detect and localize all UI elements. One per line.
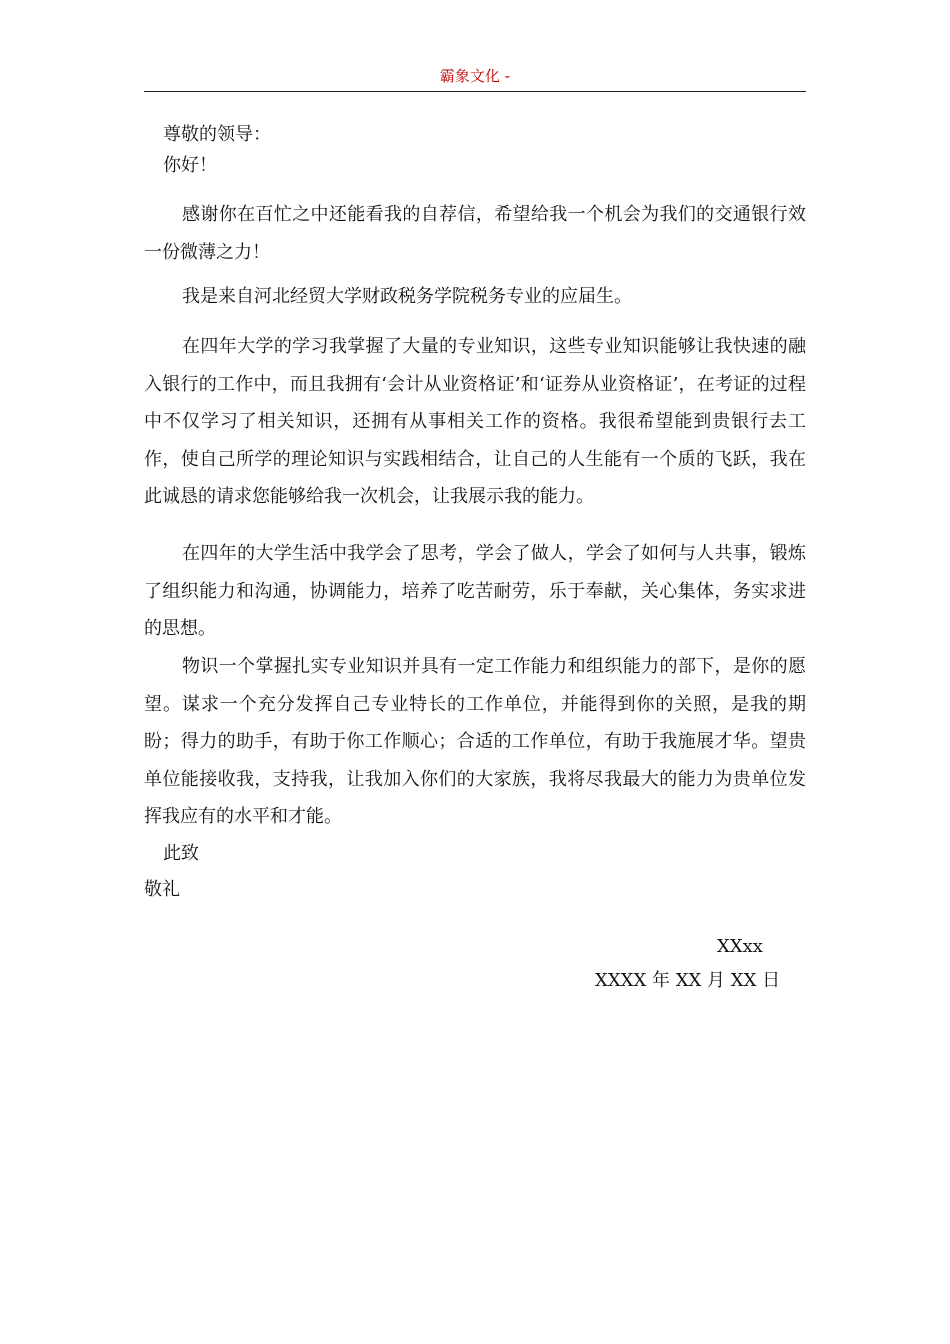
paragraph-3: 在四年大学的学习我掌握了大量的专业知识，这些专业知识能够让我快速的融入银行的工作中，而且我拥有‘会计从业资格证’和‘证券从业资格证’，在考证的过程中不仅学习了相关知识，还拥有从事相关工作的资格。我很希望能到贵银行去工作，使自己所学的理论知识与实践相结合，让自己的人生能有一个质的飞跃，我在此诚恳的请求您能够给我一次机会，让我展示我的能力。 — [144, 336, 806, 507]
paragraph-2: 我是来自河北经贸大学财政税务学院税务专业的应届生。 — [182, 286, 632, 307]
greeting: 你好！ — [163, 155, 217, 176]
salutation: 尊敬的领导： — [163, 124, 271, 145]
paragraph-5: 物识一个掌握扎实专业知识并具有一定工作能力和组织能力的部下，是你的愿望。谋求一个充分发挥自己专业特长的工作单位，并能得到你的关照，是我的期盼；得力的助手，有助于你工作顺心；合适的工作单位，有助于我施展才华。望贵单位能接收我，支持我，让我加入你们的大家族，我将尽我最大的能力为贵单位发挥我应有的水平和才能。 — [144, 656, 806, 827]
paragraph-1: 感谢你在百忙之中还能看我的自荐信，希望给我一个机会为我们的交通银行效一份微薄之力！ — [144, 204, 806, 263]
date: XXXX 年 XX 月 XX 日 — [595, 970, 781, 991]
closing-line-1: 此致 — [163, 843, 199, 864]
signature: XXxx — [717, 936, 763, 957]
header-title: 霸象文化 - — [439, 67, 511, 85]
page-header — [144, 66, 806, 92]
closing-line-2: 敬礼 — [144, 879, 180, 900]
paragraph-4: 在四年的大学生活中我学会了思考，学会了做人，学会了如何与人共事，锻炼了组织能力和沟通，协调能力，培养了吃苦耐劳，乐于奉献，关心集体，务实求进的思想。 — [144, 543, 806, 639]
